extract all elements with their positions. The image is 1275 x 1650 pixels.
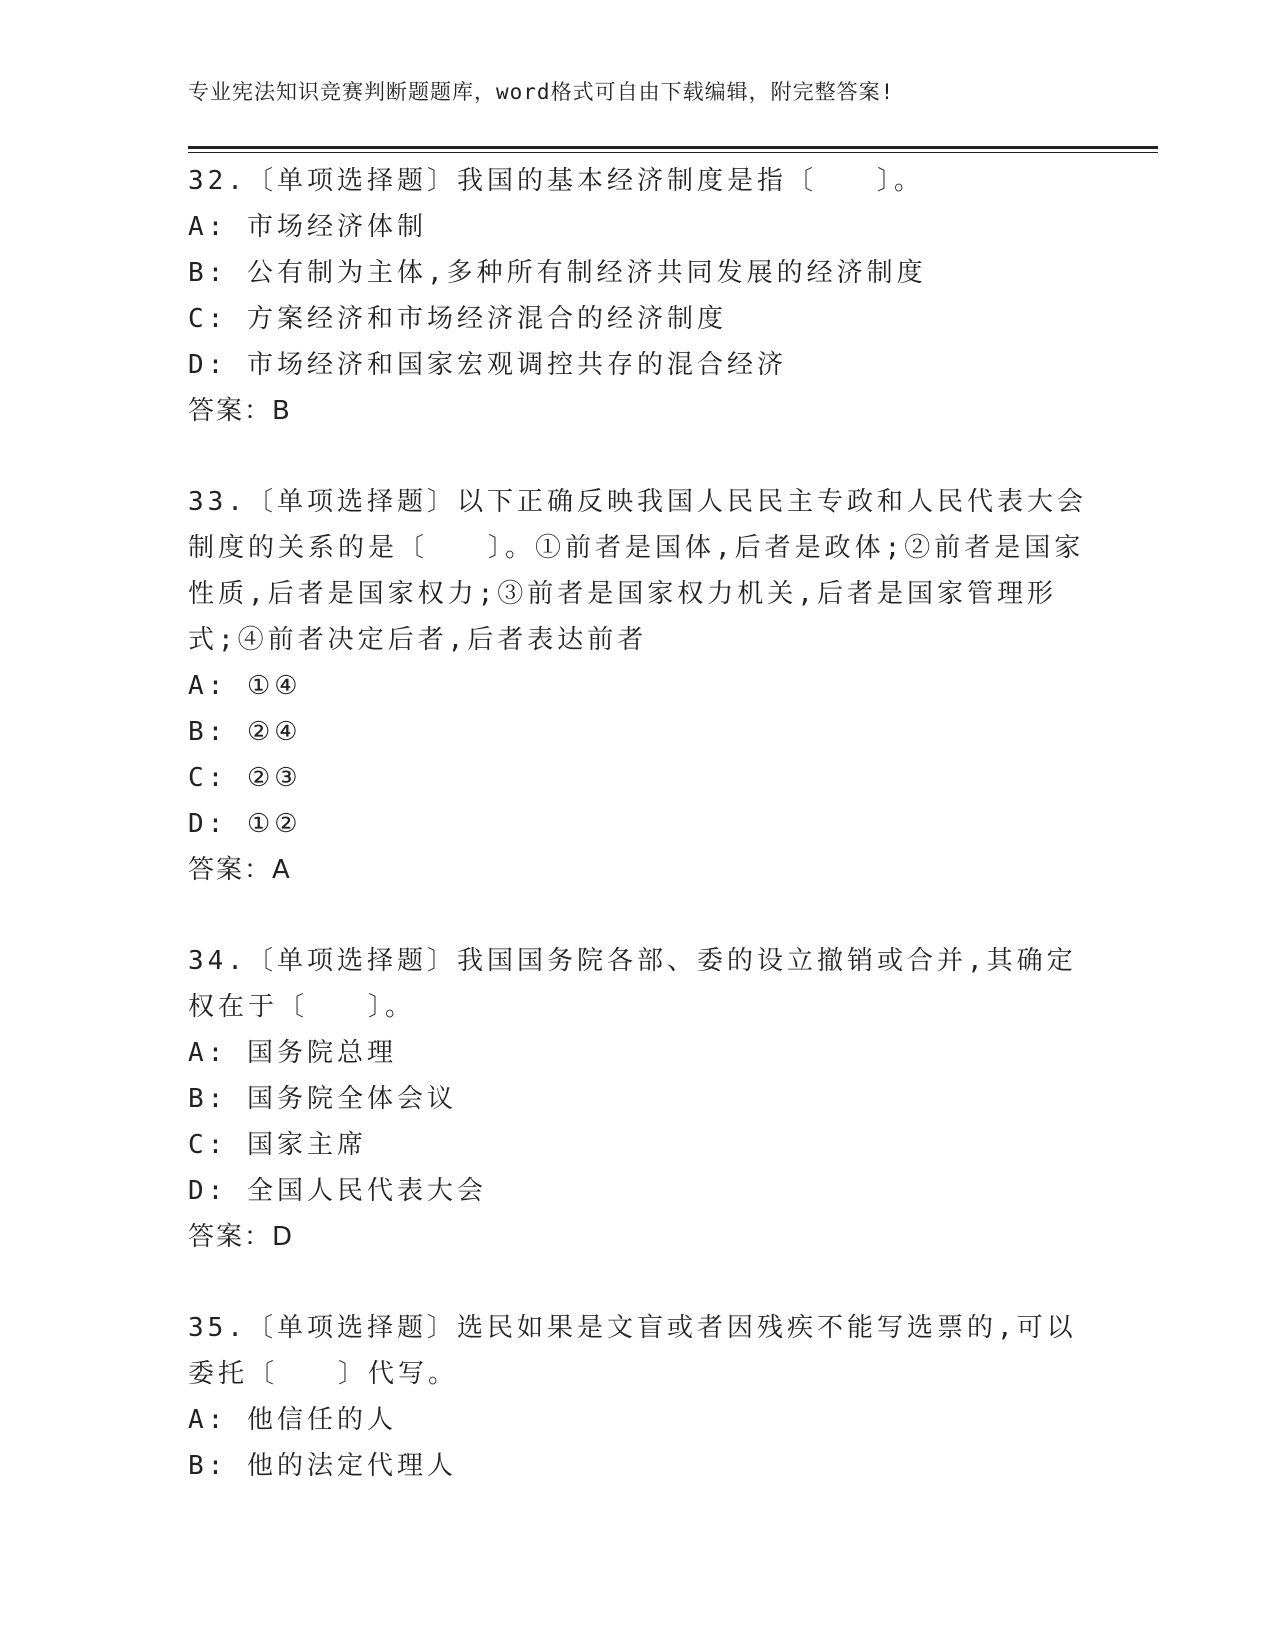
question-text: 35.〔单项选择题〕选民如果是文盲或者因残疾不能写选票的,可以委托〔 〕代写。 — [188, 1313, 1077, 1389]
page-header: 专业宪法知识竞赛判断题题库，word格式可自由下载编辑，附完整答案! — [188, 80, 895, 104]
question-33 — [188, 479, 1088, 893]
option-d: D: 全国人民代表大会 — [188, 1176, 487, 1206]
answer: 答案：D — [188, 1222, 295, 1252]
question-text: 32.〔单项选择题〕我国的基本经济制度是指〔 〕。 — [188, 166, 924, 196]
answer: 答案：A — [188, 855, 292, 885]
option-d: D: ①② — [188, 809, 302, 839]
option-a: A: 他信任的人 — [188, 1405, 397, 1435]
option-d: D: 市场经济和国家宏观调控共存的混合经济 — [188, 350, 787, 380]
question-text: 33.〔单项选择题〕以下正确反映我国人民民主专政和人民代表大会制度的关系的是〔 〕。①前者是国体,后者是政体;②前者是国家性质,后者是国家权力;③前者是国家权力机关,后者是国家管理形式;④前者决定后者,后者表达前者 — [188, 487, 1087, 655]
option-c: C: 国家主席 — [188, 1130, 367, 1160]
option-a: A: 国务院总理 — [188, 1038, 397, 1068]
header-rule-thick — [188, 146, 1158, 149]
answer: 答案：B — [188, 396, 292, 426]
option-a: A: 市场经济体制 — [188, 212, 427, 242]
option-c: C: 方案经济和市场经济混合的经济制度 — [188, 304, 727, 334]
option-b: B: ②④ — [188, 717, 302, 747]
question-text: 34.〔单项选择题〕我国国务院各部、委的设立撤销或合并,其确定权在于〔 〕。 — [188, 946, 1077, 1022]
option-b: B: 他的法定代理人 — [188, 1451, 457, 1481]
option-b: B: 国务院全体会议 — [188, 1084, 457, 1114]
question-32 — [188, 158, 1088, 434]
option-c: C: ②③ — [188, 763, 302, 793]
option-b: B: 公有制为主体,多种所有制经济共同发展的经济制度 — [188, 258, 927, 288]
question-list — [188, 158, 1088, 1534]
question-35 — [188, 1305, 1088, 1489]
question-34 — [188, 938, 1088, 1260]
option-a: A: ①④ — [188, 671, 302, 701]
header-rule-thin — [188, 152, 1158, 153]
